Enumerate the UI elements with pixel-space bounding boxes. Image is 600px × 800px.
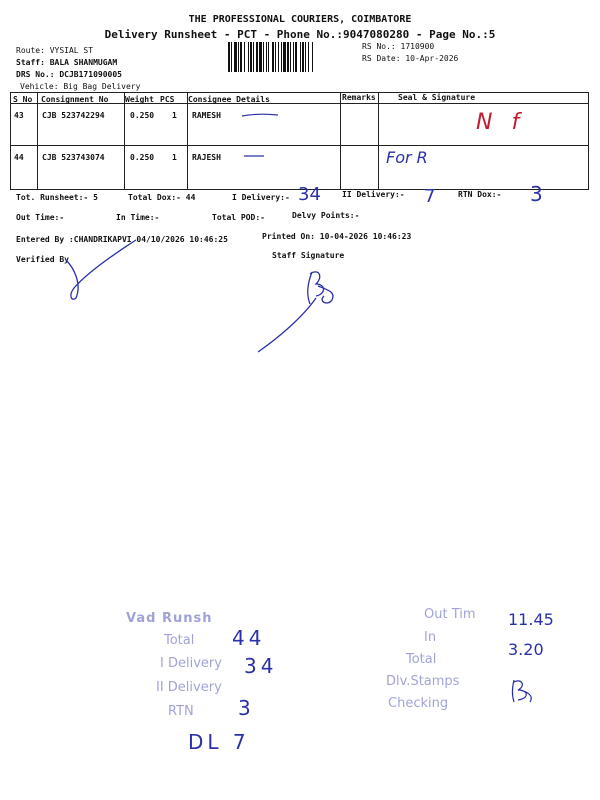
company-title: THE PROFESSIONAL COURIERS, COIMBATORE xyxy=(188,14,412,25)
barcode xyxy=(228,42,356,72)
route-label: Route: VYSIAL ST xyxy=(16,46,94,55)
handwritten-dash xyxy=(240,112,280,118)
rs-no-label: RS No.: 1710900 xyxy=(362,42,435,51)
i-delivery-label: I Delivery:- xyxy=(232,193,290,202)
stamp-right-line5: Checking xyxy=(388,696,449,711)
stamp-in-time-value: 3.20 xyxy=(508,640,544,659)
entered-by-label: Entered By :CHANDRIKAPVI 04/10/2026 10:46:25 xyxy=(16,235,228,244)
tot-runsheet-label: Tot. Runsheet:- 5 xyxy=(16,193,98,202)
stamp-left-line4: II Delivery xyxy=(156,680,222,695)
table-row-sno: 44 xyxy=(14,153,24,162)
table-row-consignment: CJB 523742294 xyxy=(42,111,105,120)
stamp-signature xyxy=(504,676,536,706)
printed-on-label: Printed On: 10-04-2026 10:46:23 xyxy=(262,232,412,241)
runsheet-subtitle: Delivery Runsheet - PCT - Phone No.:9047080280 - Page No.:5 xyxy=(104,28,496,41)
stamp-right-line1: Out Tim xyxy=(424,607,476,622)
runsheet-table xyxy=(10,92,589,190)
stamp-total-value: 44 xyxy=(232,626,266,650)
stamp-left-line3: I Delivery xyxy=(160,656,222,671)
table-row-pcs: 1 xyxy=(172,111,177,120)
verified-by-signature xyxy=(60,238,140,304)
verified-by-label: Verified By xyxy=(16,255,69,264)
table-row-consignee: RAJESH xyxy=(192,153,221,162)
table-row-sno: 43 xyxy=(14,111,24,120)
vehicle-label: Vehicle: Big Bag Delivery xyxy=(20,82,141,91)
stamp-left-line2: Total xyxy=(164,633,195,648)
table-row-consignee: RAMESH xyxy=(192,111,221,120)
col-header-seal: Seal & Signature xyxy=(398,93,476,102)
col-header-consignee: Consignee Details xyxy=(188,95,270,104)
stamp-i-delivery-value: 34 xyxy=(244,654,278,678)
stamp-rtn-value: 3 xyxy=(238,696,251,720)
delvy-points-label: Delvy Points:- xyxy=(292,211,360,220)
rtn-dox-value: 3 xyxy=(530,182,543,206)
i-delivery-value: 34 xyxy=(298,184,321,205)
stamp-left-line1: Vad Runsh xyxy=(126,611,213,626)
col-header-remarks: Remarks xyxy=(342,93,376,102)
handwritten-remark-row1: N f xyxy=(476,110,526,135)
table-row-consignment: CJB 523743074 xyxy=(42,153,105,162)
table-row-weight: 0.250 xyxy=(130,111,155,120)
handwritten-dash xyxy=(242,153,266,159)
total-dox-label: Total Dox:- 44 xyxy=(128,193,196,202)
drs-label: DRS No.: DCJB171090005 xyxy=(16,70,122,79)
col-header-weight: Weight xyxy=(125,95,154,104)
ii-delivery-label: II Delivery:- xyxy=(342,190,405,199)
rtn-dox-label: RTN Dox:- xyxy=(458,190,502,199)
stamp-right-line3: Total xyxy=(406,652,437,667)
handwritten-remark-row2: For R xyxy=(386,148,428,167)
total-pod-label: Total POD:- xyxy=(212,213,265,222)
out-time-label: Out Time:- xyxy=(16,213,65,222)
col-header-sno: S No xyxy=(13,95,33,104)
stamp-right-line4: Dlv.Stamps xyxy=(386,674,460,689)
stamp-out-time-value: 11.45 xyxy=(508,610,554,629)
stamp-left-line5: RTN xyxy=(168,704,194,719)
col-header-consignment: Consignment No xyxy=(41,95,109,104)
col-header-pcs: PCS xyxy=(160,95,175,104)
staff-signature xyxy=(252,262,352,358)
staff-label: Staff: BALA SHANMUGAM xyxy=(16,58,118,67)
rs-date-label: RS Date: 10-Apr-2026 xyxy=(362,54,459,63)
staff-signature-label: Staff Signature xyxy=(272,251,345,260)
table-row-weight: 0.250 xyxy=(130,153,155,162)
in-time-label: In Time:- xyxy=(116,213,160,222)
ii-delivery-value: 7 xyxy=(424,186,436,207)
stamp-dl-value: DL 7 xyxy=(188,730,250,754)
stamp-right-line2: In xyxy=(424,630,437,645)
table-row-pcs: 1 xyxy=(172,153,177,162)
